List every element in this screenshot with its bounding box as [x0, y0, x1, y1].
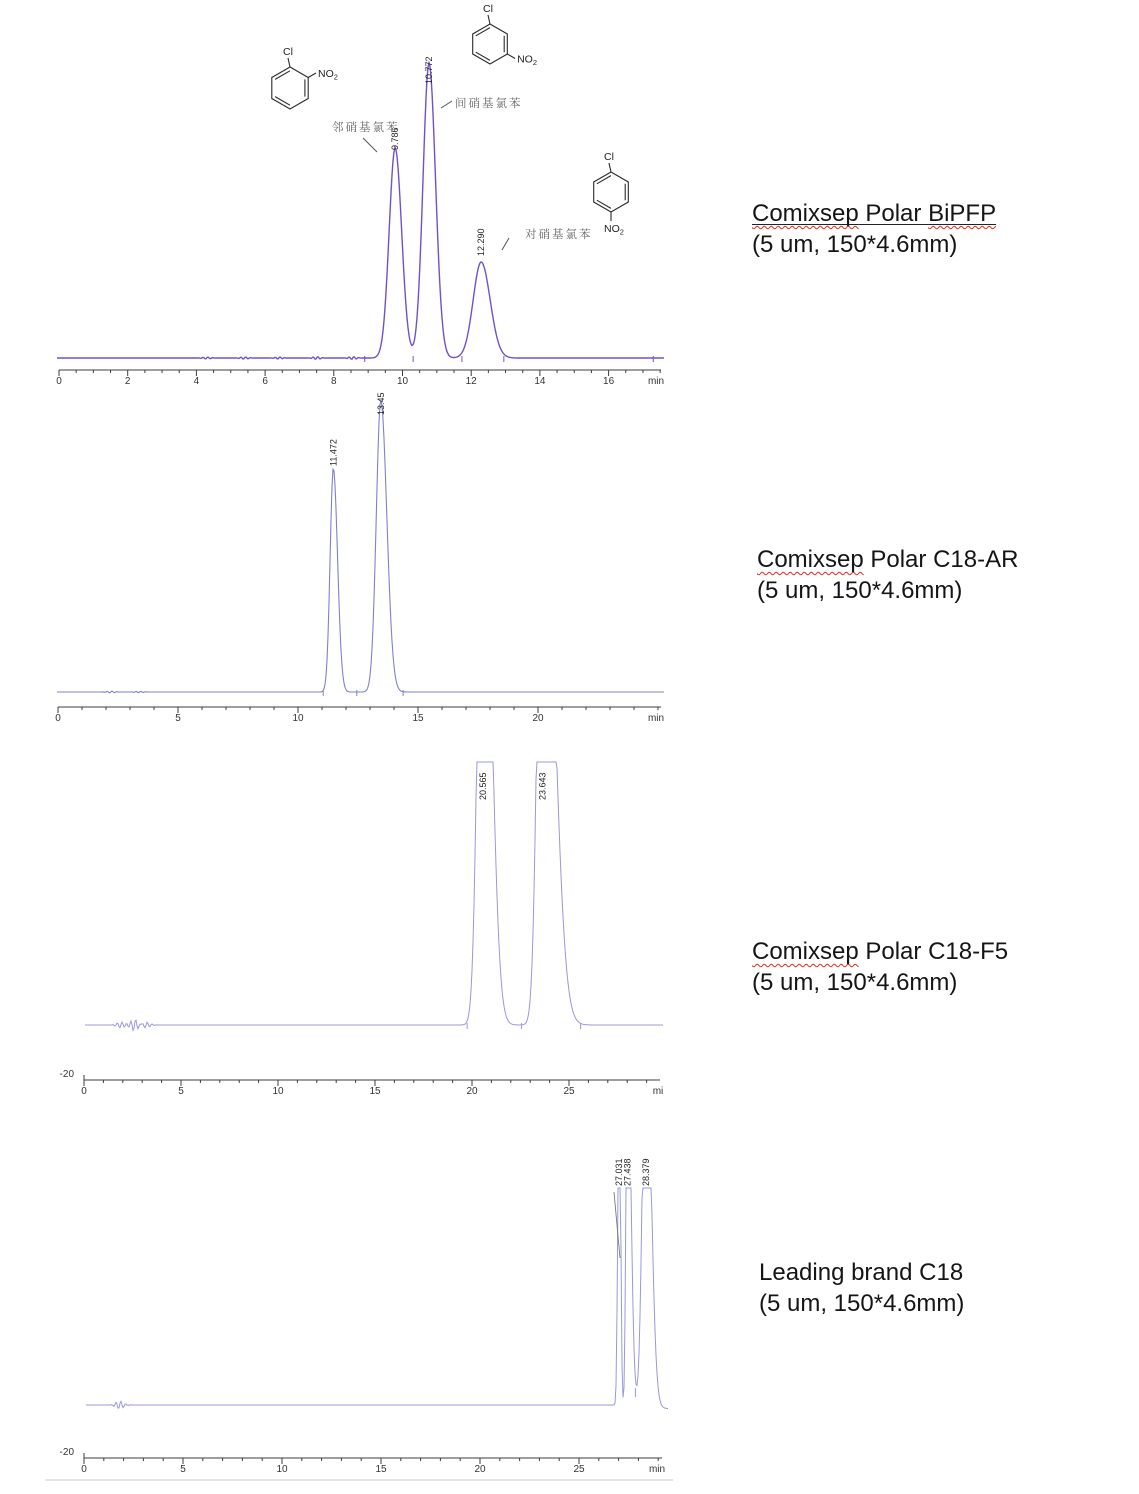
axis-tick-label: 0	[55, 713, 61, 724]
nitro-group-label: $NO_2$	[318, 68, 338, 82]
label-word: Polar	[858, 200, 929, 227]
axis-unit-label: mi	[652, 1086, 664, 1097]
benzene-ring	[272, 67, 308, 109]
spellcheck-flagged-word: Comixsep	[757, 546, 864, 573]
axis-tick-label: 10	[276, 1464, 288, 1475]
label-word: Leading brand C18	[759, 1259, 964, 1286]
column-dimensions: (5 um, 150*4.6mm)	[752, 231, 958, 258]
chlorine-label: Cl	[604, 151, 614, 163]
column-label-c18-ar	[757, 544, 1077, 606]
spellcheck-flagged-word: Comixsep	[752, 200, 859, 227]
x-axis	[60, 1447, 666, 1475]
axis-tick-label: 14	[534, 376, 546, 387]
compound-annotation: 对硝基氯苯	[525, 229, 593, 241]
signal-trace	[57, 63, 664, 359]
peak-retention-time-label: 9.786	[390, 127, 401, 150]
peak-retention-time-label: 23.643	[537, 772, 548, 800]
chromatogram-comixsep-polar-bipfp	[0, 0, 700, 396]
axis-tick-label: 20	[532, 713, 544, 724]
axis-tick-label: 15	[412, 713, 424, 724]
peak-retention-time-label: 12.290	[476, 228, 487, 256]
annotation-leader-line	[502, 238, 509, 250]
axis-tick-label: 10	[396, 376, 409, 387]
annotation-leader-line	[363, 138, 377, 152]
benzene-ring	[594, 172, 629, 212]
axis-tick-label: 6	[262, 376, 268, 387]
axis-tick-label: 10	[292, 713, 304, 724]
compound-annotation: 间硝基氯苯	[455, 98, 523, 110]
axis-tick-label: 5	[180, 1464, 186, 1475]
peak-retention-time-label: 27.031	[614, 1158, 625, 1186]
nitro-group-label: $NO_2$	[517, 53, 538, 67]
annotation-leader-line	[441, 101, 452, 108]
peak-retention-time-label: 11.472	[328, 439, 339, 466]
peak-label-leader-line	[614, 1192, 620, 1258]
signal-trace	[85, 762, 663, 1030]
axis-tick-label: 0	[81, 1086, 87, 1097]
column-name	[757, 544, 1077, 575]
chlorine-label: Cl	[483, 3, 493, 15]
chlorine-label: Cl	[283, 46, 293, 58]
column-name	[752, 936, 1072, 967]
axis-unit-label: min	[648, 1464, 666, 1475]
spellcheck-flagged-word: BiPFP	[928, 200, 997, 227]
molecule-structure-meta-nitrochlorobenzene	[473, 3, 537, 67]
axis-tick-label: 8	[331, 376, 337, 387]
column-dimensions: (5 um, 150*4.6mm)	[752, 969, 958, 996]
column-name	[752, 198, 1072, 229]
x-axis	[55, 707, 664, 724]
signal-trace	[57, 400, 664, 693]
label-word: Polar C18-AR	[863, 546, 1019, 573]
axis-unit-label: min	[647, 713, 665, 724]
y-axis-min-label: -20	[59, 1447, 74, 1458]
x-axis	[60, 1069, 664, 1097]
benzene-ring	[473, 24, 508, 64]
y-axis-min-label: -20	[59, 1069, 74, 1080]
peak-retention-time-label: 20.565	[478, 772, 488, 800]
column-name	[759, 1257, 1079, 1288]
chromatogram-comixsep-polar-c18-ar	[0, 385, 700, 731]
axis-tick-label: 0	[56, 376, 62, 387]
peak-retention-time-label: 10.772	[424, 56, 434, 84]
spellcheck-flagged-word: Comixsep	[752, 938, 859, 965]
column-label-leading-brand	[759, 1257, 1079, 1319]
axis-tick-label: 5	[178, 1086, 184, 1097]
axis-tick-label: 25	[563, 1086, 575, 1097]
axis-tick-label: 12	[465, 376, 477, 387]
chromatogram-comixsep-polar-c18-f5	[0, 755, 700, 1101]
column-label-bipfp	[752, 198, 1072, 260]
column-label-c18-f5	[752, 936, 1072, 998]
chromatogram-leading-brand-c18	[0, 1140, 700, 1494]
axis-tick-label: 2	[124, 376, 131, 387]
molecule-structure-para-nitrochlorobenzene	[594, 151, 629, 237]
peak-retention-time-label: 28.379	[640, 1158, 651, 1186]
peak-retention-time-label: 27.438	[622, 1158, 633, 1186]
axis-tick-label: 20	[466, 1086, 478, 1097]
compound-annotation: 邻硝基氯苯	[332, 122, 400, 134]
axis-unit-label: min	[647, 376, 665, 387]
molecule-structure-ortho-nitrochlorobenzene	[272, 46, 338, 109]
column-dimensions: (5 um, 150*4.6mm)	[757, 577, 963, 604]
signal-trace	[86, 1188, 668, 1409]
axis-tick-label: 5	[175, 713, 181, 724]
axis-tick-label: 4	[193, 376, 200, 387]
axis-tick-label: 10	[272, 1086, 284, 1097]
column-dimensions: (5 um, 150*4.6mm)	[759, 1290, 965, 1317]
axis-tick-label: 0	[81, 1464, 87, 1475]
axis-tick-label: 25	[573, 1464, 585, 1475]
axis-tick-label: 16	[603, 376, 615, 387]
axis-tick-label: 20	[474, 1464, 486, 1475]
peak-retention-time-label: 13.45	[375, 392, 386, 415]
axis-tick-label: 15	[375, 1464, 387, 1475]
axis-tick-label: 15	[369, 1086, 381, 1097]
nitro-group-label: $NO_2$	[604, 223, 624, 237]
label-word: Polar C18-F5	[858, 938, 1009, 965]
